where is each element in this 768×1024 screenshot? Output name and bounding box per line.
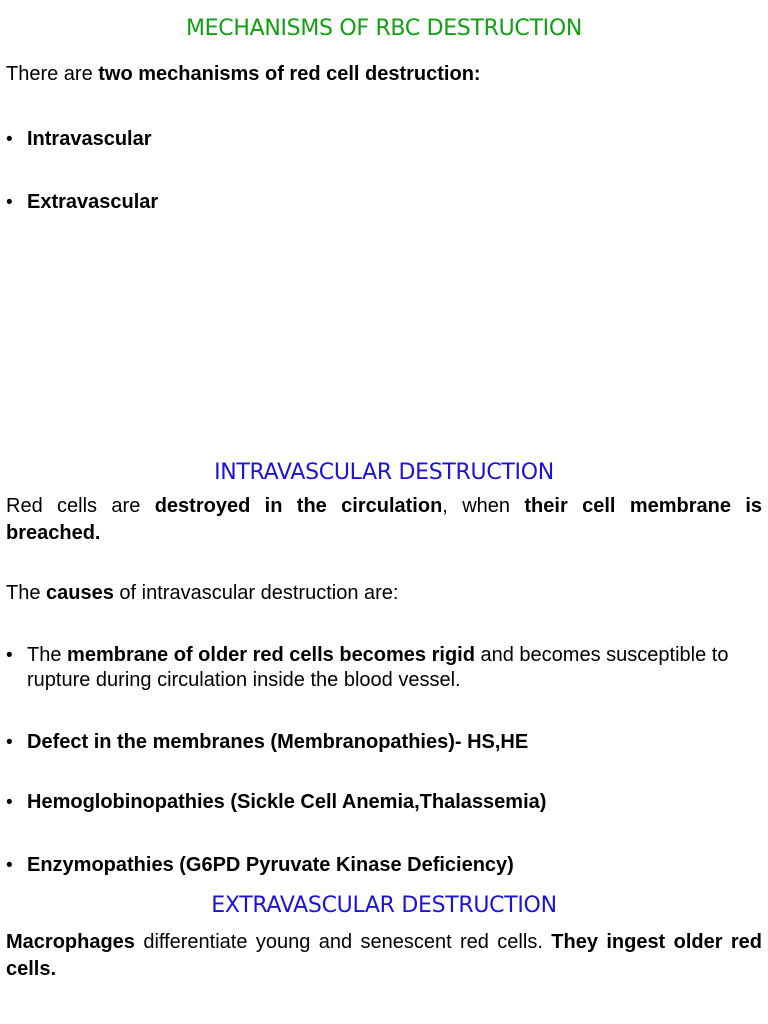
list-item-label: Enzymopathies (G6PD Pyruvate Kinase Deficiency) [27, 854, 514, 876]
bold-span: destroyed in the circulation [154, 495, 443, 517]
list-item [6, 790, 762, 815]
intravascular-section [0, 456, 768, 876]
intro-bold-text: two mechanisms of red cell destruction: [98, 63, 481, 85]
bullet-icon: • [6, 732, 13, 753]
page-title: MECHANISMS OF RBC DESTRUCTION [186, 16, 582, 41]
bold-span: membrane of older red cells becomes rigid [67, 644, 475, 666]
section-heading: EXTRAVASCULAR DESTRUCTION [211, 893, 557, 918]
bold-span: They ingest older red cells. [6, 931, 763, 980]
bullet-icon: • [6, 129, 13, 150]
text-span: The [6, 582, 47, 604]
list-item-label: Defect in the membranes (Membranopathies)- HS,HE [27, 731, 529, 753]
definition-paragraph [6, 929, 762, 983]
causes-paragraph [6, 580, 762, 607]
bullet-icon: • [6, 855, 13, 876]
intro-text: There are [6, 63, 99, 85]
bullet-icon: • [6, 192, 13, 213]
list-item-label: Intravascular [27, 128, 152, 150]
list-item [6, 853, 762, 878]
bold-span: their cell membrane is breached. [6, 495, 763, 544]
extravascular-section [0, 888, 768, 1024]
text-span: and becomes susceptible to rupture during circulation inside the blood vessel. [27, 644, 729, 691]
list-item-label: Hemoglobinopathies (Sickle Cell Anemia,Thalassemia) [27, 791, 547, 813]
list-item [6, 127, 762, 152]
text-span: of intravascular destruction are: [113, 582, 399, 604]
list-item [6, 730, 762, 755]
intro-paragraph [6, 61, 762, 88]
text-span: Red cells are [6, 495, 155, 517]
list-item-label [27, 643, 762, 693]
list-item [6, 190, 762, 215]
bold-span: Macrophages [6, 931, 135, 953]
definition-paragraph [6, 493, 762, 547]
bold-span: causes [46, 582, 114, 604]
section-heading: INTRAVASCULAR DESTRUCTION [214, 460, 554, 485]
list-item [6, 643, 762, 693]
bullet-icon: • [6, 645, 13, 666]
text-span: The [27, 644, 68, 666]
text-span: differentiate young and senescent red cells. [134, 931, 552, 953]
text-span: , when [442, 495, 525, 517]
bullet-icon: • [6, 792, 13, 813]
list-item-label: Extravascular [27, 191, 159, 213]
